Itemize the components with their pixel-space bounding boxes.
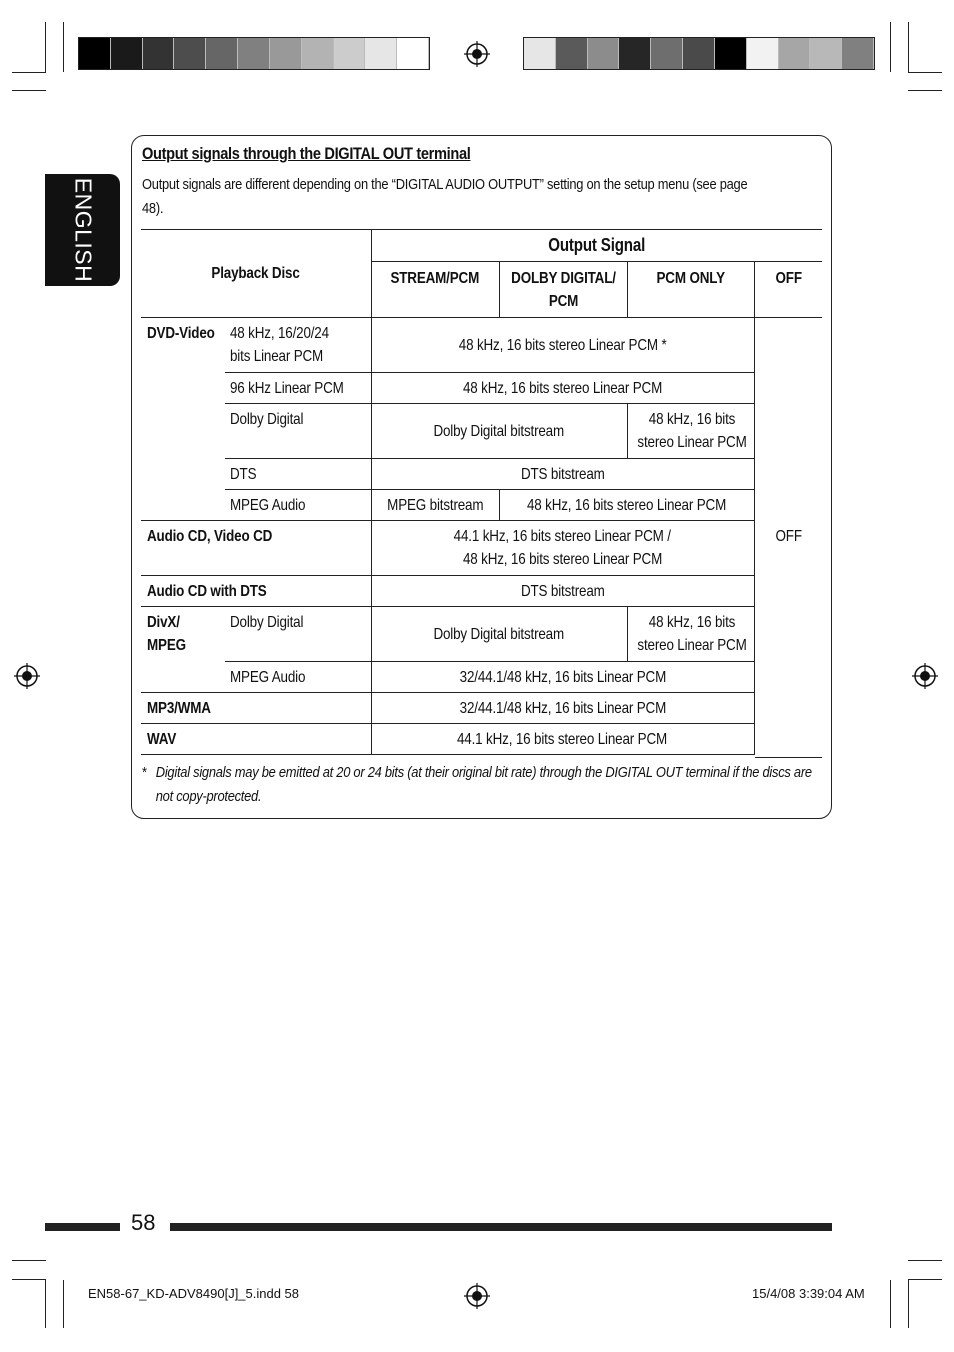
table-row: [141, 490, 822, 521]
format-cell: MPEG Audio: [225, 490, 371, 521]
crop-mark: [908, 1279, 942, 1280]
color-swatch: [365, 38, 397, 69]
table-row: [141, 459, 822, 490]
output-cell: 32/44.1/48 kHz, 16 bits Linear PCM: [371, 662, 754, 693]
output-cell: Dolby Digital bitstream: [371, 404, 627, 459]
output-cell: DTS bitstream: [371, 576, 754, 607]
output-cell: 48 kHz, 16 bits stereo Linear PCM: [627, 607, 754, 662]
format-cell: DTS: [225, 459, 371, 490]
output-cell: 44.1 kHz, 16 bits stereo Linear PCM / 48 kHz, 16 bits stereo Linear PCM: [371, 521, 754, 576]
language-tab-label: ENGLISH: [70, 177, 96, 283]
crop-mark: [908, 1280, 909, 1328]
table-row: [141, 576, 822, 607]
table-row: [141, 318, 822, 373]
color-swatch: [619, 38, 651, 69]
output-cell: Dolby Digital bitstream: [371, 607, 627, 662]
color-swatch: [651, 38, 683, 69]
registration-mark-icon: [464, 41, 490, 67]
footnote-text: Digital signals may be emitted at 20 or 24 bits (at their original bit rate) through the DIGITAL OUT terminal if the discs are not copy-protected.: [155, 764, 812, 805]
color-swatch: [715, 38, 747, 69]
crop-mark: [63, 22, 64, 72]
header-output-signal: Output Signal: [371, 230, 822, 262]
table-header-row: [141, 230, 822, 262]
header-col-pcm-only: PCM ONLY: [627, 262, 754, 318]
color-swatch: [556, 38, 588, 69]
header-col-off: OFF: [754, 262, 822, 318]
language-tab: [45, 174, 120, 286]
crop-mark: [12, 90, 46, 91]
crop-mark: [45, 1280, 46, 1328]
color-swatch: [174, 38, 206, 69]
intro-text: Output signals are different depending on the “DIGITAL AUDIO OUTPUT” setting on the setup menu (see page 48).: [142, 176, 748, 217]
page-bar-right: [170, 1223, 832, 1231]
format-cell: 48 kHz, 16/20/24 bits Linear PCM: [225, 318, 371, 373]
color-swatch: [397, 38, 429, 69]
disc-audio-cd-dts: Audio CD with DTS: [141, 576, 371, 607]
registration-mark-icon: [464, 1283, 490, 1309]
output-signal-table: [141, 229, 822, 755]
color-swatch: [842, 38, 874, 69]
color-swatch: [79, 38, 111, 69]
table-row: [141, 662, 822, 693]
crop-mark: [908, 1260, 942, 1261]
output-cell: 44.1 kHz, 16 bits stereo Linear PCM: [371, 724, 754, 755]
color-swatch: [302, 38, 334, 69]
color-bar-right: [523, 37, 875, 70]
disc-wav: WAV: [141, 724, 371, 755]
crop-mark: [12, 1260, 46, 1261]
crop-mark: [890, 22, 891, 72]
table-bottom-rule: [755, 757, 822, 758]
crop-mark: [890, 1280, 891, 1328]
page-bar-left: [45, 1223, 120, 1231]
color-swatch: [683, 38, 715, 69]
crop-mark: [908, 22, 909, 72]
crop-mark: [63, 1280, 64, 1328]
output-cell: MPEG bitstream: [371, 490, 499, 521]
color-bar-left: [78, 37, 430, 70]
registration-mark-icon: [912, 663, 938, 689]
output-cell: 48 kHz, 16 bits stereo Linear PCM: [371, 373, 754, 404]
output-cell: DTS bitstream: [371, 459, 754, 490]
crop-mark: [12, 72, 46, 73]
color-swatch: [588, 38, 620, 69]
output-cell: 48 kHz, 16 bits stereo Linear PCM *: [371, 318, 754, 373]
registration-mark-icon: [14, 663, 40, 689]
header-playback-disc: Playback Disc: [141, 230, 371, 318]
output-cell: 48 kHz, 16 bits stereo Linear PCM: [627, 404, 754, 459]
header-col-dolby-digital-pcm: DOLBY DIGITAL/ PCM: [499, 262, 627, 318]
page-number: 58: [131, 1210, 156, 1235]
color-swatch: [779, 38, 811, 69]
color-swatch: [810, 38, 842, 69]
crop-mark: [908, 90, 942, 91]
color-swatch: [238, 38, 270, 69]
slug-file: EN58-67_KD-ADV8490[J]_5.indd 58: [88, 1286, 300, 1301]
table-row: [141, 404, 822, 459]
off-column-cell: OFF: [754, 318, 822, 755]
footnote-marker: *: [142, 764, 147, 781]
crop-mark: [12, 1279, 46, 1280]
section-heading: Output signals through the DIGITAL OUT terminal: [142, 144, 471, 163]
header-col-stream-pcm: STREAM/PCM: [371, 262, 499, 318]
table-row: [141, 373, 822, 404]
format-cell: Dolby Digital: [225, 404, 371, 459]
disc-dvd-video: DVD-Video: [147, 325, 215, 342]
disc-mp3-wma: MP3/WMA: [141, 693, 371, 724]
format-cell: 96 kHz Linear PCM: [225, 373, 371, 404]
color-swatch: [334, 38, 366, 69]
output-cell: 48 kHz, 16 bits stereo Linear PCM: [499, 490, 754, 521]
color-swatch: [270, 38, 302, 69]
disc-divx-mpeg: DivX/ MPEG: [141, 607, 225, 693]
output-cell: 32/44.1/48 kHz, 16 bits Linear PCM: [371, 693, 754, 724]
table-row: [141, 724, 822, 755]
table-row: [141, 521, 822, 576]
format-cell: Dolby Digital: [225, 607, 371, 662]
color-swatch: [524, 38, 556, 69]
color-swatch: [143, 38, 175, 69]
footnote: [142, 761, 817, 809]
format-cell: MPEG Audio: [225, 662, 371, 693]
slug-timestamp: 15/4/08 3:39:04 AM: [752, 1286, 865, 1301]
disc-audio-cd: Audio CD, Video CD: [141, 521, 371, 576]
color-swatch: [747, 38, 779, 69]
table-top-rule: [141, 229, 822, 230]
crop-mark: [908, 72, 942, 73]
color-swatch: [206, 38, 238, 69]
crop-mark: [45, 22, 46, 72]
table-row: [141, 693, 822, 724]
color-swatch: [111, 38, 143, 69]
table-row: [141, 607, 822, 662]
